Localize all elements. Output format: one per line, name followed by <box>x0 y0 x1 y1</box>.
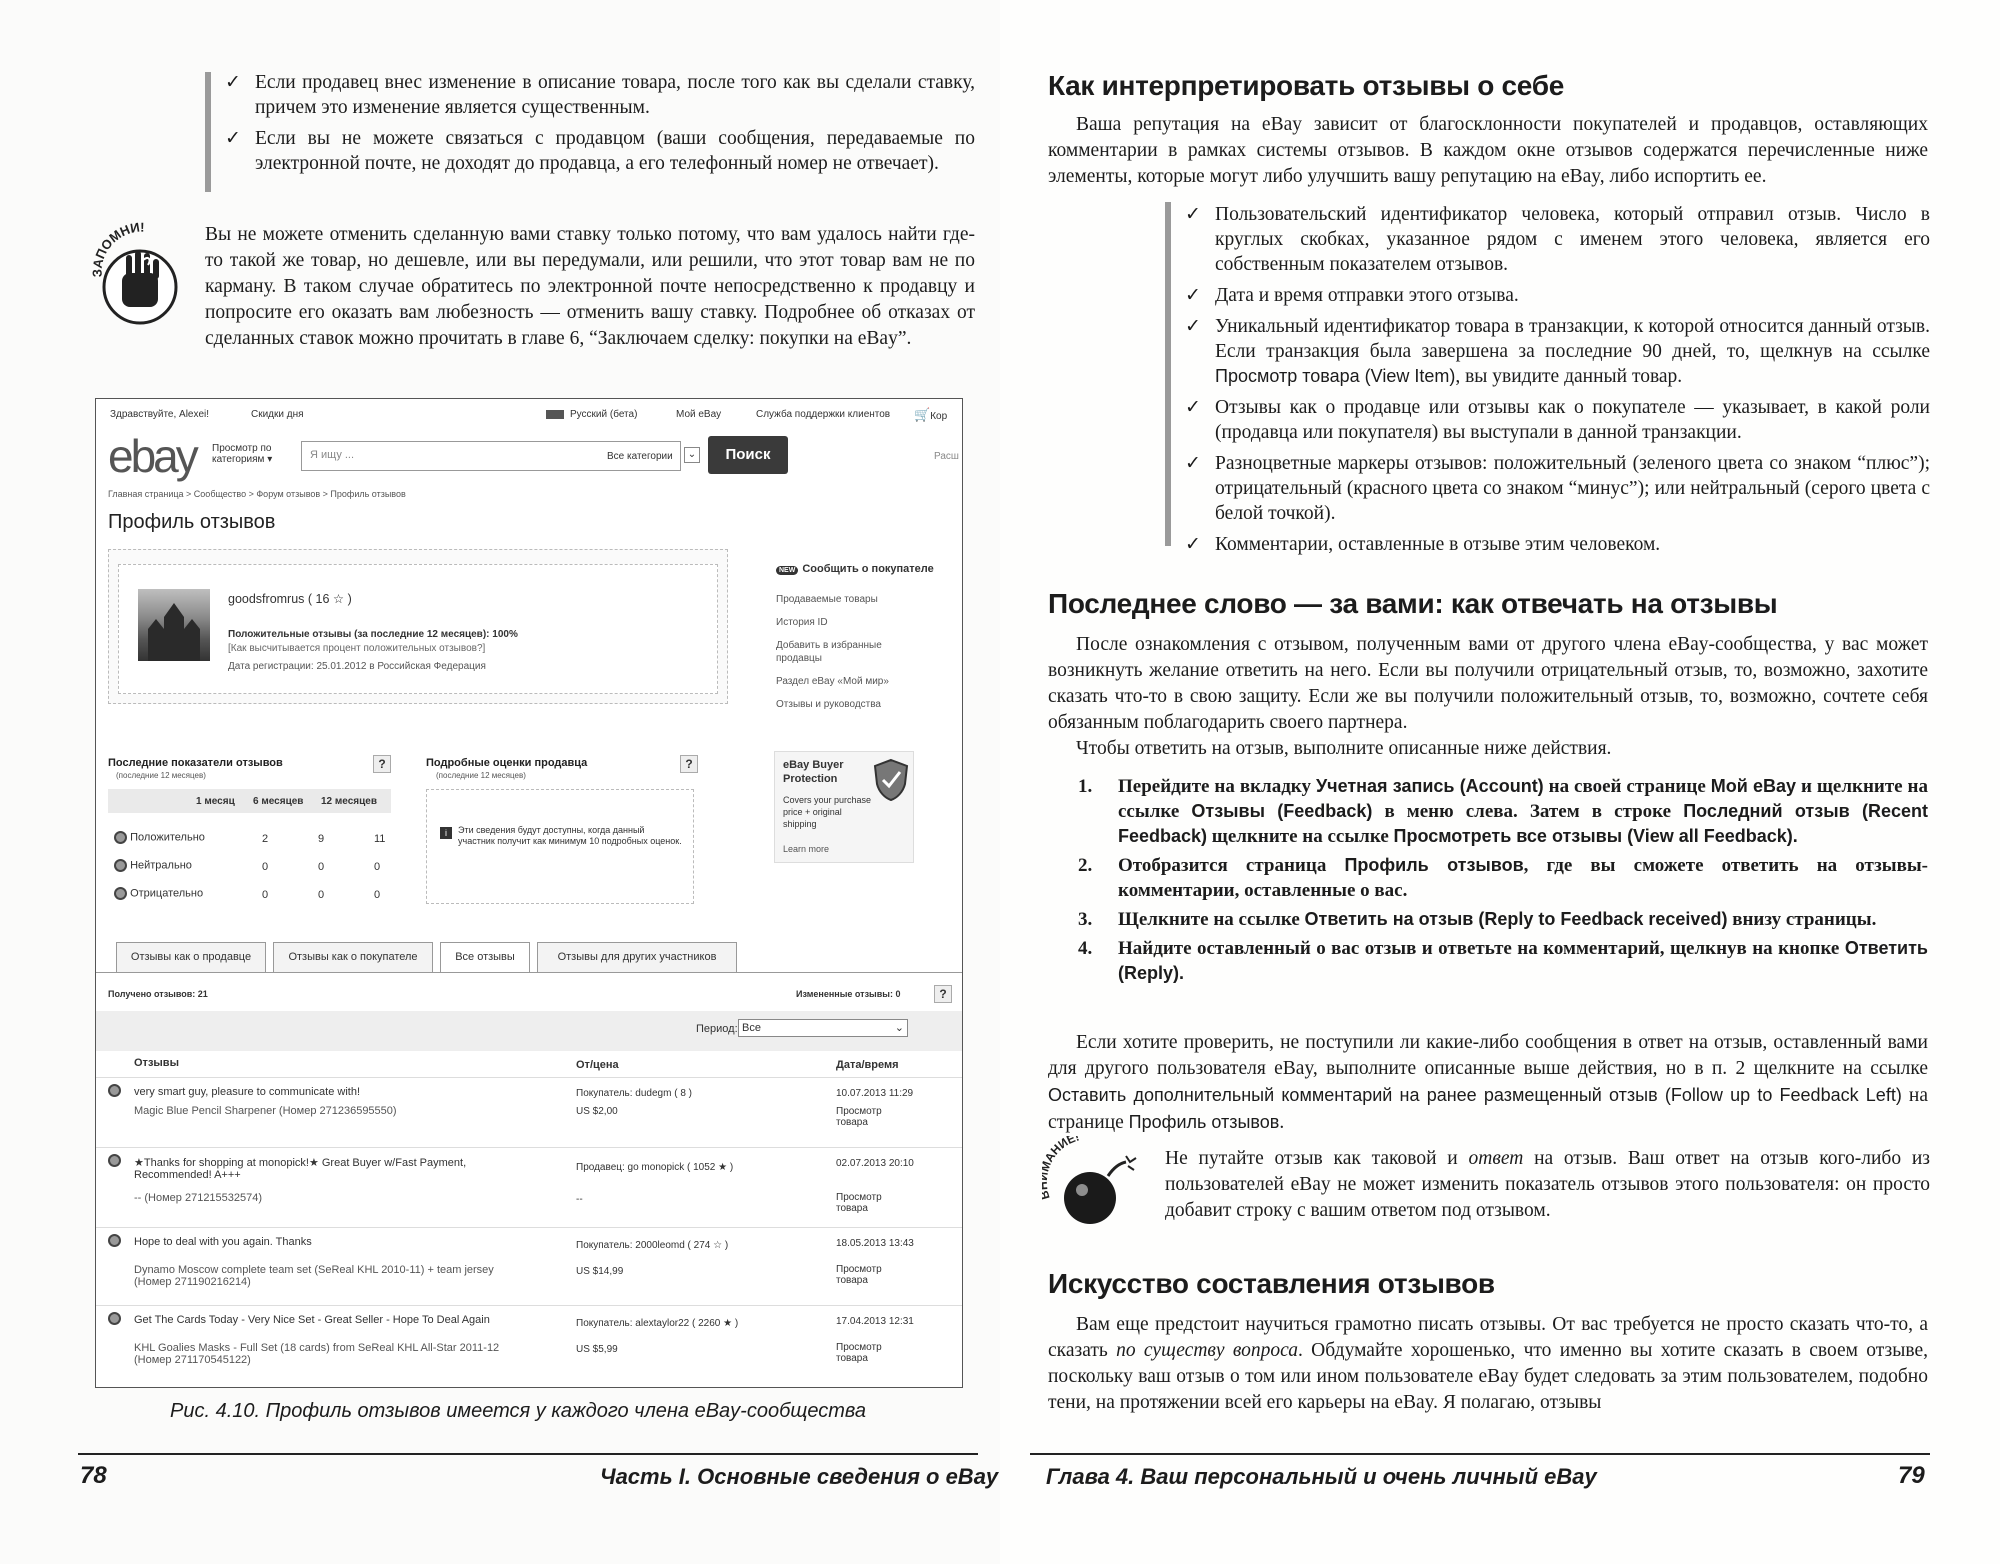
rating-value: 9 <box>318 833 325 845</box>
side-link[interactable]: Раздел eBay «Мой мир» <box>776 676 889 687</box>
percent-help-link[interactable]: [Как высчитывается процент положительных отзывов?] <box>228 643 486 654</box>
positive-icon <box>108 1154 121 1167</box>
right-checklist <box>1165 202 1930 563</box>
tab-others[interactable]: Отзывы для других участников <box>537 942 737 972</box>
ebay-logo[interactable]: ebay <box>108 430 196 482</box>
step: 1. Перейдите на вкладку Учетная запись (Account) на своей странице Мой eBay и щелкните на ссылке Отзывы (Feedback) в меню слева. Затем в строке Последний отзыв (Recent Feedback) щелкните на ссылке Просмотреть все отзывы (View all Feedback). <box>1078 776 1928 847</box>
detailed-ratings-title: Подробные оценки продавца <box>426 757 588 769</box>
svg-text:ЗАПОМНИ!: ЗАПОМНИ! <box>90 219 145 278</box>
greeting-link[interactable]: Здравствуйте, Alexei! <box>110 409 210 420</box>
col-date: Дата/время <box>836 1059 899 1071</box>
feedback-date: 17.04.2013 12:31 <box>836 1316 914 1327</box>
rating-value: 11 <box>374 833 386 845</box>
username-link[interactable]: goodsfromrus ( 16 ☆ ) <box>228 592 352 606</box>
help-icon[interactable]: ? <box>373 755 391 773</box>
recent-ratings-subtitle: (последние 12 месяцев) <box>116 771 206 780</box>
rating-value: 0 <box>318 889 325 901</box>
feedback-comment: very smart guy, pleasure to communicate with! <box>134 1086 360 1098</box>
feedback-price: US $14,99 <box>576 1266 624 1277</box>
check-item: ✓ Если вы не можете связаться с продавцом (ваши сообщения, передаваемые по электронной почте, не доходят до продавца, а его телефонный номер не отвечает). <box>225 127 975 174</box>
page-title: Профиль отзывов <box>108 511 276 533</box>
category-select[interactable]: Все категории <box>607 451 673 462</box>
detailed-ratings-note: Эти сведения будут доступны, когда данный участник получит как минимум 10 подробных оценок. <box>458 825 682 846</box>
step: 4. Найдите оставленный о вас отзыв и ответьте на комментарий, щелкнув на кнопке Ответить (Reply). <box>1078 938 1928 983</box>
tab-all[interactable]: Все отзывы <box>440 942 530 973</box>
my-ebay-link[interactable]: Мой eBay <box>676 409 722 420</box>
period-select[interactable]: Все ⌄ <box>738 1019 908 1037</box>
registration-date: Дата регистрации: 25.01.2012 в Российская Федерация <box>228 661 486 672</box>
view-item-link[interactable]: Просмотр товара <box>836 1192 882 1214</box>
feedback-price: -- <box>576 1194 583 1205</box>
feedback-from[interactable]: Покупатель: dudegm ( 8 ) <box>576 1088 692 1099</box>
negative-icon <box>114 887 127 900</box>
support-link[interactable]: Служба поддержки клиентов <box>756 409 891 420</box>
heading-reply: Последнее слово — за вами: как отвечать на отзывы <box>1048 588 1778 619</box>
feedback-from[interactable]: Продавец: go monopick ( 1052 ★ ) <box>576 1162 734 1173</box>
remember-paragraph: Вы не можете отменить сделанную вами ставку только потому, что вам удалось найти где-то такой же товар, но дешевле, или вы передумали, или решили, что этот товар вам не по карману. В таком случае обратитесь по электронной почте непосредственно к продавцу и попросите его оказать вам любезность — отменить вашу ставку. Подробнее об отказах от сделанных ставок можно прочитать в главе 6, “Заключаем сделку: покупки на eBay”. <box>205 224 975 349</box>
heading-interpret: Как интерпретировать отзывы о себе <box>1048 70 1564 101</box>
feedback-date: 18.05.2013 13:43 <box>836 1238 914 1249</box>
help-icon[interactable]: ? <box>934 985 952 1003</box>
positive-icon <box>108 1234 121 1247</box>
new-badge: NEW <box>776 566 798 575</box>
reply-steps <box>1078 774 1928 990</box>
language-link[interactable]: Русский (бета) <box>546 409 637 420</box>
view-item-link[interactable]: Просмотр товара <box>836 1264 882 1286</box>
check-item: ✓ Пользовательский идентификатор человека, который отправил отзыв. Число в круглых скобках, указанное рядом с именем этого человека, является его собственным показателем отзывов. <box>1185 203 1930 275</box>
period-label: Период: <box>696 1023 738 1035</box>
help-icon[interactable]: ? <box>680 755 698 773</box>
view-item-link[interactable]: Просмотр товара <box>836 1342 882 1364</box>
left-checklist <box>205 70 975 182</box>
check-item: ✓ Комментарии, оставленные в отзыве этим человеком. <box>1185 533 1661 555</box>
tab-seller[interactable]: Отзывы как о продавце <box>116 942 266 972</box>
right-page <box>1000 0 2000 1564</box>
rating-value: 2 <box>262 833 269 845</box>
feedback-price: US $5,99 <box>576 1344 618 1355</box>
rating-row-negative: Отрицательно <box>114 887 203 900</box>
side-link[interactable]: Добавить в избранные продавцы <box>776 640 882 664</box>
recent-ratings-title: Последние показатели отзывов <box>108 757 283 769</box>
col-1-month: 1 месяц <box>196 796 235 807</box>
rating-row-positive: Положительно <box>114 831 205 844</box>
step: 2. Отобразится страница Профиль отзывов, где вы сможете ответить на отзывы-комментарии, оставленные о вас. <box>1078 855 1928 901</box>
check-item: ✓ Отзывы как о продавце или отзывы как о покупателе — указывает, в какой роли (продавца или покупателя) вы выступали в данной транзакции. <box>1185 396 1930 443</box>
check-item: ✓ Если продавец внес изменение в описание товара, после того как вы сделали ставку, причем это изменение является существенным. <box>225 71 975 118</box>
ebay-feedback-screenshot <box>95 398 963 1388</box>
feedback-from[interactable]: Покупатель: alextaylor22 ( 2260 ★ ) <box>576 1318 739 1329</box>
feedback-item-link[interactable]: -- (Номер 271215532574) <box>134 1192 263 1204</box>
shield-icon <box>873 758 909 802</box>
figure-caption: Рис. 4.10. Профиль отзывов имеется у каждого члена eBay-сообщества <box>170 1400 867 1422</box>
check-icon: ✓ <box>1185 284 1201 306</box>
warning-bomb-icon <box>1042 1136 1142 1236</box>
breadcrumb[interactable]: Главная страница > Сообщество > Форум отзывов > Профиль отзывов <box>108 489 406 499</box>
feedback-price: US $2,00 <box>576 1106 618 1117</box>
feedback-item-link[interactable]: Magic Blue Pencil Sharpener (Номер 271236595550) <box>134 1105 397 1117</box>
tab-buyer[interactable]: Отзывы как о покупателе <box>273 942 433 972</box>
positive-icon <box>108 1312 121 1325</box>
browse-categories[interactable]: Просмотр по категориям ▾ <box>212 443 273 465</box>
chevron-down-icon: ▾ <box>267 454 273 465</box>
reply-paragraph: После ознакомления с отзывом, полученным вами от другого члена eBay-сообщества, у вас может возникнуть желание ответить на него. Если вы получили отрицательный отзыв, то, возможно, захотите сказать что-то в свою защиту. Если же вы получили положительный отзыв, то, возможно, сочтете себя обязанным поблагодарить своего партнера. <box>1048 634 1928 733</box>
rating-value: 0 <box>374 889 381 901</box>
col-6-months: 6 месяцев <box>253 796 304 807</box>
buyer-protection-title: eBay Buyer Protection <box>783 759 844 785</box>
page-number: 78 <box>80 1462 107 1489</box>
check-icon: ✓ <box>225 127 241 149</box>
detailed-ratings-subtitle: (последние 12 месяцев) <box>436 771 526 780</box>
feedback-comment: Get The Cards Today - Very Nice Set - Great Seller - Hope To Deal Again <box>134 1314 490 1326</box>
feedback-date: 10.07.2013 11:29 <box>836 1088 914 1099</box>
heading-art: Искусство составления отзывов <box>1048 1268 1495 1299</box>
rating-value: 0 <box>374 861 381 873</box>
view-item-link[interactable]: Просмотр товара <box>836 1106 882 1128</box>
side-links <box>776 593 926 711</box>
side-link[interactable]: Продаваемые товары <box>776 594 878 605</box>
chevron-down-icon: ⌄ <box>894 1022 904 1034</box>
feedback-item-link[interactable]: Dynamo Moscow complete team set (SeReal KHL 2010-11) + team jersey (Номер 271190216214) <box>134 1264 494 1288</box>
flag-icon <box>546 410 564 419</box>
feedback-from[interactable]: Покупатель: 2000leomd ( 274 ☆ ) <box>576 1240 729 1251</box>
table-row <box>96 1147 962 1227</box>
col-12-months: 12 месяцев <box>321 796 377 807</box>
check-item: ✓ Разноцветные маркеры отзывов: положительный (зеленого цвета со знаком “плюс”); отрицательный (красного цвета со знаком “минус”); или нейтральный (серого цвета с белой точкой). <box>1185 452 1930 524</box>
info-icon: i <box>440 827 452 839</box>
check-item: ✓ Уникальный идентификатор товара в транзакции, к которой относится данный отзыв. Если транзакция была завершена за последние 90 дней, то, щелкнув на ссылке Просмотр товара (View Item), вы увидите данный товар. <box>1185 315 1930 387</box>
search-button[interactable]: Поиск <box>708 436 788 474</box>
table-row <box>96 1077 962 1147</box>
advanced-search-link[interactable]: Расш <box>934 451 959 462</box>
category-dropdown-icon[interactable]: ⌄ <box>684 447 700 463</box>
page-number: 79 <box>1898 1462 1925 1489</box>
check-icon: ✓ <box>225 71 241 93</box>
feedback-item-link[interactable]: KHL Goalies Masks - Full Set (18 cards) from SeReal KHL All-Star 2011-12 (Номер 271170545122) <box>134 1342 500 1366</box>
changed-count: Измененные отзывы: 0 <box>796 989 901 999</box>
buyer-protection-text: Covers your purchase price + original shipping <box>783 795 872 829</box>
rating-value: 0 <box>262 889 269 901</box>
col-from-price: От/цена <box>576 1059 619 1071</box>
running-head: Глава 4. Ваш персональный и очень личный eBay <box>1046 1464 1597 1489</box>
avatar[interactable] <box>138 589 210 661</box>
feedback-date: 02.07.2013 20:10 <box>836 1158 914 1169</box>
rating-value: 0 <box>262 861 269 873</box>
check-replies-paragraph: Если хотите проверить, не поступили ли какие-либо сообщения в ответ на отзыв, оставленный вами для другого пользователя eBay, выполните описанные выше действия, но в п. 2 щелкните на ссылке Оставить дополнительный комментарий на ранее размещенный отзыв (Follow up to Feedback Left) на странице Профиль отзывов. <box>1048 1032 1929 1133</box>
feedback-comment: Hope to deal with you again. Thanks <box>134 1236 312 1248</box>
cart-icon: 🛒 <box>914 407 931 422</box>
remember-icon <box>90 215 190 335</box>
received-count: Получено отзывов: 21 <box>108 989 208 999</box>
contact-member-link[interactable]: NEW Сообщить о покупателе <box>776 563 934 575</box>
neutral-icon <box>114 859 127 872</box>
feedback-comment: ★Thanks for shopping at monopick!★ Great Buyer w/Fast Payment, Recommended! A+++ <box>134 1157 467 1181</box>
rating-row-neutral: Нейтрально <box>114 859 192 872</box>
art-paragraph: Вам еще предстоит научиться грамотно писать отзывы. От вас требуется не просто сказать что-то, а сказать по существу вопроса. Обдумайте хорошенько, что именно вы хотите сказать в своем отзыве, поскольку ваш отзыв о том или ином пользователе eBay будет следовать за этим пользователем, подобно тени, на протяжении всей его карьеры на eBay. Я полагаю, отзывы <box>1048 1314 1928 1413</box>
interpret-paragraph: Ваша репутация на eBay зависит от благосклонности покупателей и продавцов, оставляющих комментарии в рамках системы отзывов. В каждом окне отзывов содержатся перечисленные ниже элементы, которые могут либо улучшить вашу репутацию на eBay, либо испортить ее. <box>1048 114 1928 187</box>
check-item: ✓ Дата и время отправки этого отзыва. <box>1185 284 1519 306</box>
check-icon: ✓ <box>1185 396 1201 418</box>
learn-more-link[interactable]: Learn more <box>783 844 830 854</box>
search-input[interactable]: Я ищу ... Все категории <box>301 441 681 471</box>
footer-rule <box>1030 1453 1930 1455</box>
side-link[interactable]: История ID <box>776 617 828 628</box>
deals-link[interactable]: Скидки дня <box>251 409 304 420</box>
cart-link[interactable]: 🛒Кор <box>914 407 948 422</box>
table-row <box>96 1305 962 1387</box>
check-icon: ✓ <box>1185 203 1201 225</box>
positive-icon <box>114 831 127 844</box>
col-feedback: Отзывы <box>134 1057 179 1069</box>
check-icon: ✓ <box>1185 533 1201 555</box>
warning-paragraph: Не путайте отзыв как таковой и ответ на отзыв. Ваш ответ на отзыв кого-либо из пользователей eBay не может изменить показатель отзывов этого пользователя: он просто добавит строку с вашим ответом под отзывом. <box>1165 1148 1930 1221</box>
buyer-protection-box[interactable] <box>774 751 914 863</box>
rating-value: 0 <box>318 861 325 873</box>
step: 3. Щелкните на ссылке Ответить на отзыв (Reply to Feedback received) внизу страницы. <box>1078 909 1877 930</box>
running-head: Часть I. Основные сведения о eBay <box>600 1464 999 1489</box>
reply-paragraph-2: Чтобы ответить на отзыв, выполните описанные ниже действия. <box>1076 738 1612 759</box>
table-row <box>96 1227 962 1305</box>
positive-icon <box>108 1084 121 1097</box>
side-link[interactable]: Отзывы и руководства <box>776 699 881 710</box>
footer-rule <box>78 1453 978 1455</box>
positive-percent: Положительные отзывы (за последние 12 месяцев): 100% <box>228 629 518 640</box>
check-icon: ✓ <box>1185 452 1201 474</box>
svg-text:ВНИМАНИЕ!: АНИЕ! <box>1042 1136 1081 1165</box>
check-icon: ✓ <box>1185 315 1201 337</box>
